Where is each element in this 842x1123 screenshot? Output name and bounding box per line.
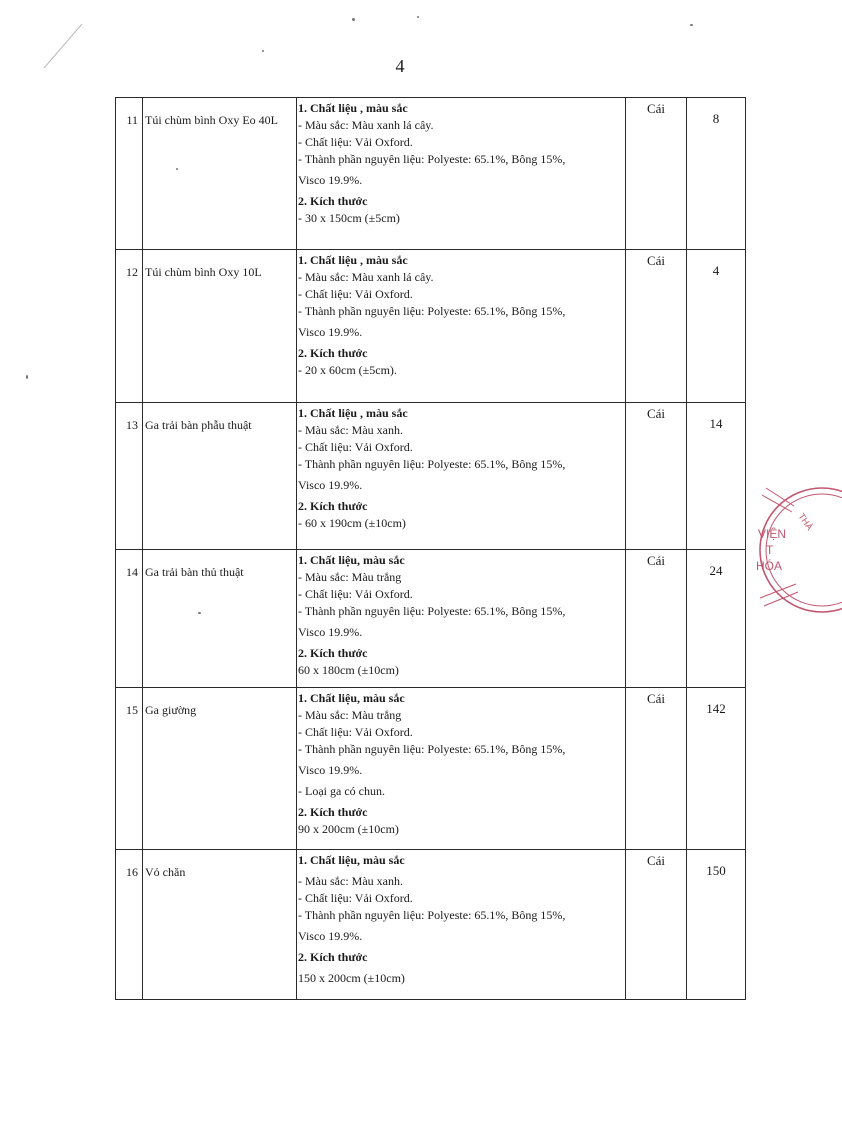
spec-size: 150 x 200cm (±10cm) (298, 971, 405, 985)
item-name: Ga trải bàn thủ thuật (143, 550, 297, 688)
spec-heading-size: 2. Kích thước (298, 194, 368, 208)
item-quantity: 14 (687, 403, 746, 550)
scan-speck (690, 24, 693, 26)
spec-visco: Visco 19.9%. (298, 625, 363, 639)
items-table (115, 97, 746, 1000)
spec-color: - Màu sắc: Màu trắng (298, 708, 402, 722)
page-number: 4 (395, 56, 405, 76)
item-spec (297, 688, 626, 850)
spec-size: - 60 x 190cm (±10cm) (298, 516, 406, 530)
spec-composition: - Thành phần nguyên liệu: Polyeste: 65.1%, Bông 15%, (298, 304, 566, 318)
spec-size: - 30 x 150cm (±5cm) (298, 211, 400, 225)
spec-composition: - Thành phần nguyên liệu: Polyeste: 65.1%, Bông 15%, (298, 742, 566, 756)
spec-heading-size: 2. Kích thước (298, 950, 368, 964)
spec-color: - Màu sắc: Màu xanh lá cây. (298, 270, 434, 284)
spec-visco: Visco 19.9%. (298, 325, 363, 339)
spec-heading-material: 1. Chất liệu , màu sắc (298, 101, 408, 115)
spec-composition: - Thành phần nguyên liệu: Polyeste: 65.1%, Bông 15%, (298, 152, 566, 166)
table-row (116, 850, 746, 1000)
spec-heading-material: 1. Chất liệu, màu sắc (298, 691, 405, 705)
spec-heading-size: 2. Kích thước (298, 346, 368, 360)
scan-speck (262, 50, 264, 52)
row-number: 14 (116, 550, 143, 688)
spec-size: - 20 x 60cm (±5cm). (298, 363, 397, 377)
spec-visco: Visco 19.9%. (298, 173, 363, 187)
row-number: 16 (116, 850, 143, 1000)
svg-text:THÀ: THÀ (796, 511, 815, 532)
spec-material: - Chất liệu: Vải Oxford. (298, 440, 413, 454)
spec-size: 60 x 180cm (±10cm) (298, 663, 399, 677)
spec-visco: Visco 19.9%. (298, 763, 363, 777)
item-quantity: 8 (687, 98, 746, 250)
spec-material: - Chất liệu: Vải Oxford. (298, 287, 413, 301)
item-unit: Cái (626, 850, 687, 1000)
spec-heading-size: 2. Kích thước (298, 805, 368, 819)
row-number: 12 (116, 250, 143, 403)
spec-visco: Visco 19.9%. (298, 478, 363, 492)
table-row (116, 250, 746, 403)
item-unit: Cái (626, 550, 687, 688)
item-spec (297, 250, 626, 403)
svg-text:T: T (766, 543, 774, 557)
item-quantity: 142 (687, 688, 746, 850)
spec-heading-material: 1. Chất liệu , màu sắc (298, 406, 408, 420)
spec-material: - Chất liệu: Vải Oxford. (298, 135, 413, 149)
scan-scratch (38, 22, 88, 72)
item-spec (297, 98, 626, 250)
item-name: Túi chùm bình Oxy Eo 40L (143, 98, 297, 250)
scan-speck (176, 168, 178, 170)
table-row (116, 403, 746, 550)
item-quantity: 150 (687, 850, 746, 1000)
item-name: Ga giường (143, 688, 297, 850)
spec-material: - Chất liệu: Vải Oxford. (298, 587, 413, 601)
item-unit: Cái (626, 688, 687, 850)
item-unit: Cái (626, 250, 687, 403)
item-spec (297, 550, 626, 688)
spec-size: 90 x 200cm (±10cm) (298, 822, 399, 836)
svg-text:VIỆN: VIỆN (758, 527, 787, 541)
official-stamp (752, 480, 842, 620)
scan-speck (26, 375, 28, 379)
table-row (116, 98, 746, 250)
spec-heading-size: 2. Kích thước (298, 646, 368, 660)
spec-extra: - Loại ga có chun. (298, 784, 385, 798)
spec-color: - Màu sắc: Màu xanh. (298, 874, 403, 888)
item-quantity: 4 (687, 250, 746, 403)
spec-heading-size: 2. Kích thước (298, 499, 368, 513)
spec-material: - Chất liệu: Vải Oxford. (298, 891, 413, 905)
spec-visco: Visco 19.9%. (298, 929, 363, 943)
spec-heading-material: 1. Chất liệu, màu sắc (298, 853, 405, 867)
table-row (116, 550, 746, 688)
scan-speck (417, 16, 419, 18)
spec-color: - Màu sắc: Màu xanh. (298, 423, 403, 437)
spec-color: - Màu sắc: Màu trắng (298, 570, 402, 584)
item-name: Ga trải bàn phẫu thuật (143, 403, 297, 550)
item-unit: Cái (626, 403, 687, 550)
spec-color: - Màu sắc: Màu xanh lá cây. (298, 118, 434, 132)
item-unit: Cái (626, 98, 687, 250)
spec-composition: - Thành phần nguyên liệu: Polyeste: 65.1%, Bông 15%, (298, 908, 566, 922)
row-number: 13 (116, 403, 143, 550)
item-name: Túi chùm bình Oxy 10L (143, 250, 297, 403)
spec-heading-material: 1. Chất liệu, màu sắc (298, 553, 405, 567)
spec-material: - Chất liệu: Vải Oxford. (298, 725, 413, 739)
item-spec (297, 403, 626, 550)
row-number: 11 (116, 98, 143, 250)
item-spec (297, 850, 626, 1000)
table-row (116, 688, 746, 850)
item-quantity: 24 (687, 550, 746, 688)
scan-speck (198, 612, 201, 614)
row-number: 15 (116, 688, 143, 850)
item-name: Vỏ chăn (143, 850, 297, 1000)
spec-composition: - Thành phần nguyên liệu: Polyeste: 65.1%, Bông 15%, (298, 457, 566, 471)
svg-text:HÓA: HÓA (756, 559, 783, 573)
spec-composition: - Thành phần nguyên liệu: Polyeste: 65.1%, Bông 15%, (298, 604, 566, 618)
spec-heading-material: 1. Chất liệu , màu sắc (298, 253, 408, 267)
scan-speck (352, 18, 355, 21)
